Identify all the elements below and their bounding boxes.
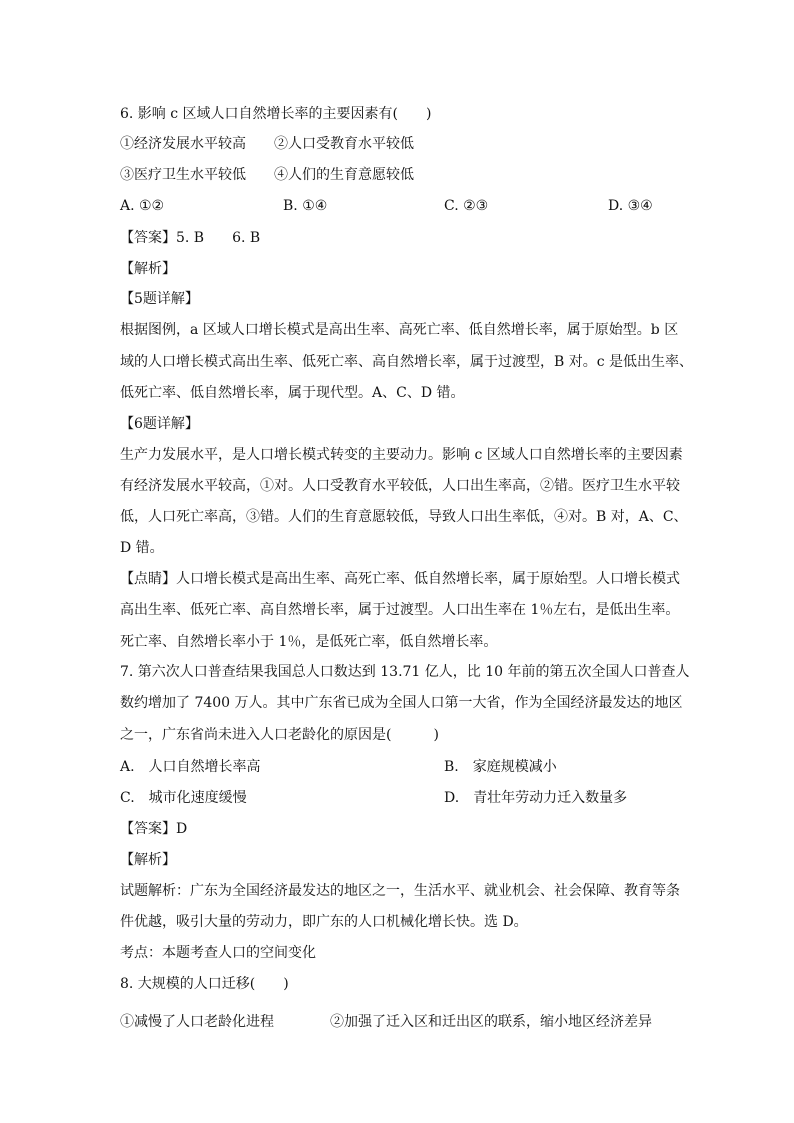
q6-detail-line: 低，人口死亡率高，③错。人们的生育意愿较低，导致人口出生率低，④对。B 对，A、C、 xyxy=(120,509,688,525)
q8-option-2: ②加强了迁入区和迁出区的联系，缩小地区经济差异 xyxy=(330,1014,652,1030)
q7-kaodian: 考点：本题考查人口的空间变化 xyxy=(120,945,316,961)
q7-stem-line: 数约增加了 7400 万人。其中广东省已成为全国人口第一大省，作为全国经济最发达的地区 xyxy=(120,695,683,711)
q6-detail-line: 有经济发展水平较高，①对。人口受教育水平较低，人口出生率高，②错。医疗卫生水平较 xyxy=(120,478,680,494)
q6-options-row2: ③医疗卫生水平较低 ④人们的生育意愿较低 xyxy=(120,167,414,183)
analysis-label: 【解析】 xyxy=(120,261,176,277)
tips-line: 高出生率、低死亡率、高自然增长率，属于过渡型。人口出生率在 1％左右，是低出生率。 xyxy=(120,602,680,618)
q8-option-1: ①减慢了人口老龄化进程 xyxy=(120,1014,274,1030)
q6-choice-b: B. ①④ xyxy=(283,198,328,214)
q7-choice-b: B. 家庭规模减小 xyxy=(444,759,557,775)
q7-analysis-label: 【解析】 xyxy=(120,852,176,868)
q6-choice-a: A. ①② xyxy=(120,198,165,214)
q6-choice-d: D. ③④ xyxy=(608,198,653,214)
q6-stem: 6. 影响 c 区域人口自然增长率的主要因素有( ) xyxy=(120,106,432,122)
q6-options-row1: ①经济发展水平较高 ②人口受教育水平较低 xyxy=(120,136,414,152)
q7-choice-c: C. 城市化速度缓慢 xyxy=(120,790,247,806)
q8-stem: 8. 大规模的人口迁移( ) xyxy=(120,976,289,992)
q7-answer: 【答案】D xyxy=(120,821,188,837)
q6-detail-line: D 错。 xyxy=(120,540,164,556)
answer-5-6: 【答案】5. B 6. B xyxy=(120,230,261,246)
q6-choice-c: C. ②③ xyxy=(444,198,489,214)
q5-detail-line: 根据图例，a 区域人口增长模式是高出生率、高死亡率、低自然增长率，属于原始型。b 区 xyxy=(120,322,679,338)
q6-detail-title: 【6题详解】 xyxy=(120,416,199,432)
q7-stem-line: 之一，广东省尚未进入人口老龄化的原因是( ) xyxy=(120,727,439,743)
q6-detail-line: 生产力发展水平，是人口增长模式转变的主要动力。影响 c 区域人口自然增长率的主要因素 xyxy=(120,447,683,463)
tips-line: 死亡率、自然增长率小于 1％，是低死亡率，低自然增长率。 xyxy=(120,634,498,650)
q5-detail-title: 【5题详解】 xyxy=(120,291,199,307)
tips-line: 【点睛】人口增长模式是高出生率、高死亡率、低自然增长率，属于原始型。人口增长模式 xyxy=(120,571,680,587)
q7-stem-line: 7. 第六次人口普查结果我国总人口数达到 13.71 亿人，比 10 年前的第五次全国人口普查人 xyxy=(120,664,690,680)
q7-choice-d: D. 青壮年劳动力迁入数量多 xyxy=(444,790,628,806)
q5-detail-line: 低死亡率、低自然增长率，属于现代型。A、C、D 错。 xyxy=(120,385,465,401)
q5-detail-line: 域的人口增长模式高出生率、低死亡率、高自然增长率，属于过渡型，B 对。c 是低出生率、 xyxy=(120,354,694,370)
q7-analysis-line: 件优越，吸引大量的劳动力，即广东的人口机械化增长快。选 D。 xyxy=(120,914,528,930)
q7-analysis-line: 试题解析：广东为全国经济最发达的地区之一，生活水平、就业机会、社会保障、教育等条 xyxy=(120,883,680,899)
q7-choice-a: A. 人口自然增长率高 xyxy=(120,759,261,775)
